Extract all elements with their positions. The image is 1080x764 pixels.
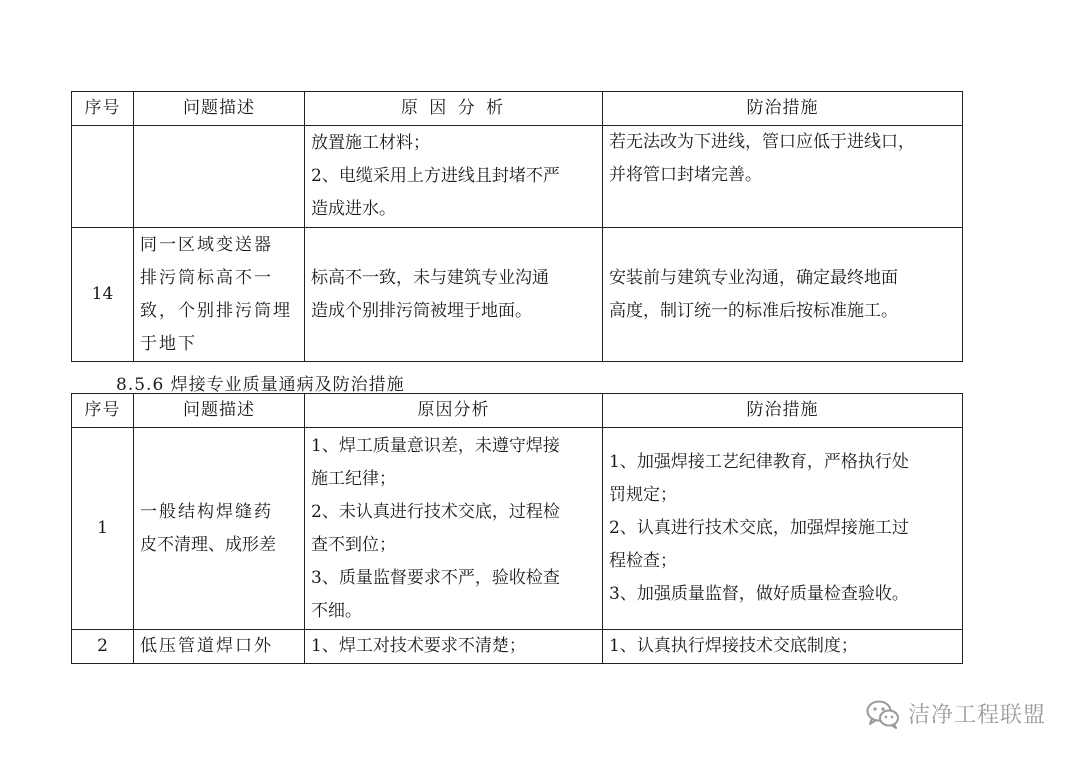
- header-no: 序号: [72, 394, 134, 428]
- cell-cause: [305, 228, 603, 362]
- cell-problem: [134, 126, 305, 228]
- cell-cause: [305, 428, 603, 630]
- measure-line: 3、加强质量监督，做好质量检查验收。: [609, 584, 909, 604]
- header-problem: 问题描述: [134, 394, 305, 428]
- cell-problem: 低压管道焊口外: [134, 630, 305, 664]
- cause-line: 2、未认真进行技术交底，过程检: [311, 501, 560, 522]
- cell-measure: [603, 126, 963, 228]
- table-row: [72, 126, 963, 228]
- cell-measure: [603, 228, 963, 362]
- cell-measure: 1、认真执行焊接技术交底制度；: [603, 630, 963, 664]
- table-row: [72, 428, 963, 630]
- problem-line: 皮不清理、成形差: [140, 534, 276, 555]
- watermark: [866, 698, 1046, 729]
- measure-line: 并将管口封堵完善。: [609, 165, 762, 185]
- cause-line: 放置施工材料；: [311, 133, 430, 153]
- section-heading: 8.5.6 焊接专业质量通病及防治措施: [116, 375, 405, 395]
- cell-no: 1: [72, 428, 134, 630]
- table-row: [72, 630, 963, 664]
- header-measure: 防治措施: [603, 92, 963, 126]
- measure-line: 程检查；: [609, 551, 677, 571]
- problem-line: 排污筒标高不一: [140, 267, 273, 288]
- header-cause: 原 因 分 析: [305, 92, 603, 126]
- header-cause: 原因分析: [305, 394, 603, 428]
- cause-line: 查不到位；: [311, 534, 396, 555]
- wechat-icon: [866, 699, 900, 729]
- problem-line: 同一区域变送器: [140, 234, 273, 255]
- cause-line: 3、质量监督要求不严，验收检查: [311, 567, 560, 588]
- measure-line: 1、加强焊接工艺纪律教育，严格执行处: [609, 452, 909, 472]
- watermark-text: 洁净工程联盟: [907, 703, 1046, 728]
- cell-cause: 1、焊工对技术要求不清楚；: [305, 630, 603, 664]
- cause-line: 1、焊工质量意识差，未遵守焊接: [311, 435, 560, 456]
- cell-problem: [134, 428, 305, 630]
- cause-line: 标高不一致，未与建筑专业沟通: [311, 267, 549, 288]
- table-header-row: [72, 394, 963, 428]
- problem-line: 于地下: [140, 333, 197, 354]
- cause-line: 2、电缆采用上方进线且封堵不严: [311, 166, 560, 186]
- measure-line: 2、认真进行技术交底，加强焊接施工过: [609, 518, 909, 538]
- problem-line: 致，个别排污筒埋: [140, 300, 292, 321]
- cell-no: 2: [72, 630, 134, 664]
- cause-line: 造成个别排污筒被埋于地面。: [311, 300, 532, 321]
- cause-line: 造成进水。: [311, 199, 396, 219]
- welding-quality-table: [71, 393, 963, 664]
- header-no: 序号: [72, 92, 134, 126]
- measure-line: 安装前与建筑专业沟通，确定最终地面: [609, 267, 898, 288]
- cell-measure: [603, 428, 963, 630]
- table-header-row: [72, 92, 963, 126]
- cause-line: 施工纪律；: [311, 468, 396, 489]
- header-measure: 防治措施: [603, 394, 963, 428]
- header-problem: 问题描述: [134, 92, 305, 126]
- cell-no: [72, 126, 134, 228]
- cell-no: 14: [72, 228, 134, 362]
- problem-line: 一般结构焊缝药: [140, 501, 273, 522]
- quality-table-continued: [71, 91, 963, 362]
- table-row: [72, 228, 963, 362]
- measure-line: 高度，制订统一的标准后按标准施工。: [609, 300, 898, 321]
- measure-line: 若无法改为下进线，管口应低于进线口，: [609, 132, 915, 152]
- cause-line: 不细。: [311, 600, 362, 621]
- measure-line: 罚规定；: [609, 485, 677, 505]
- cell-problem: [134, 228, 305, 362]
- cell-cause: [305, 126, 603, 228]
